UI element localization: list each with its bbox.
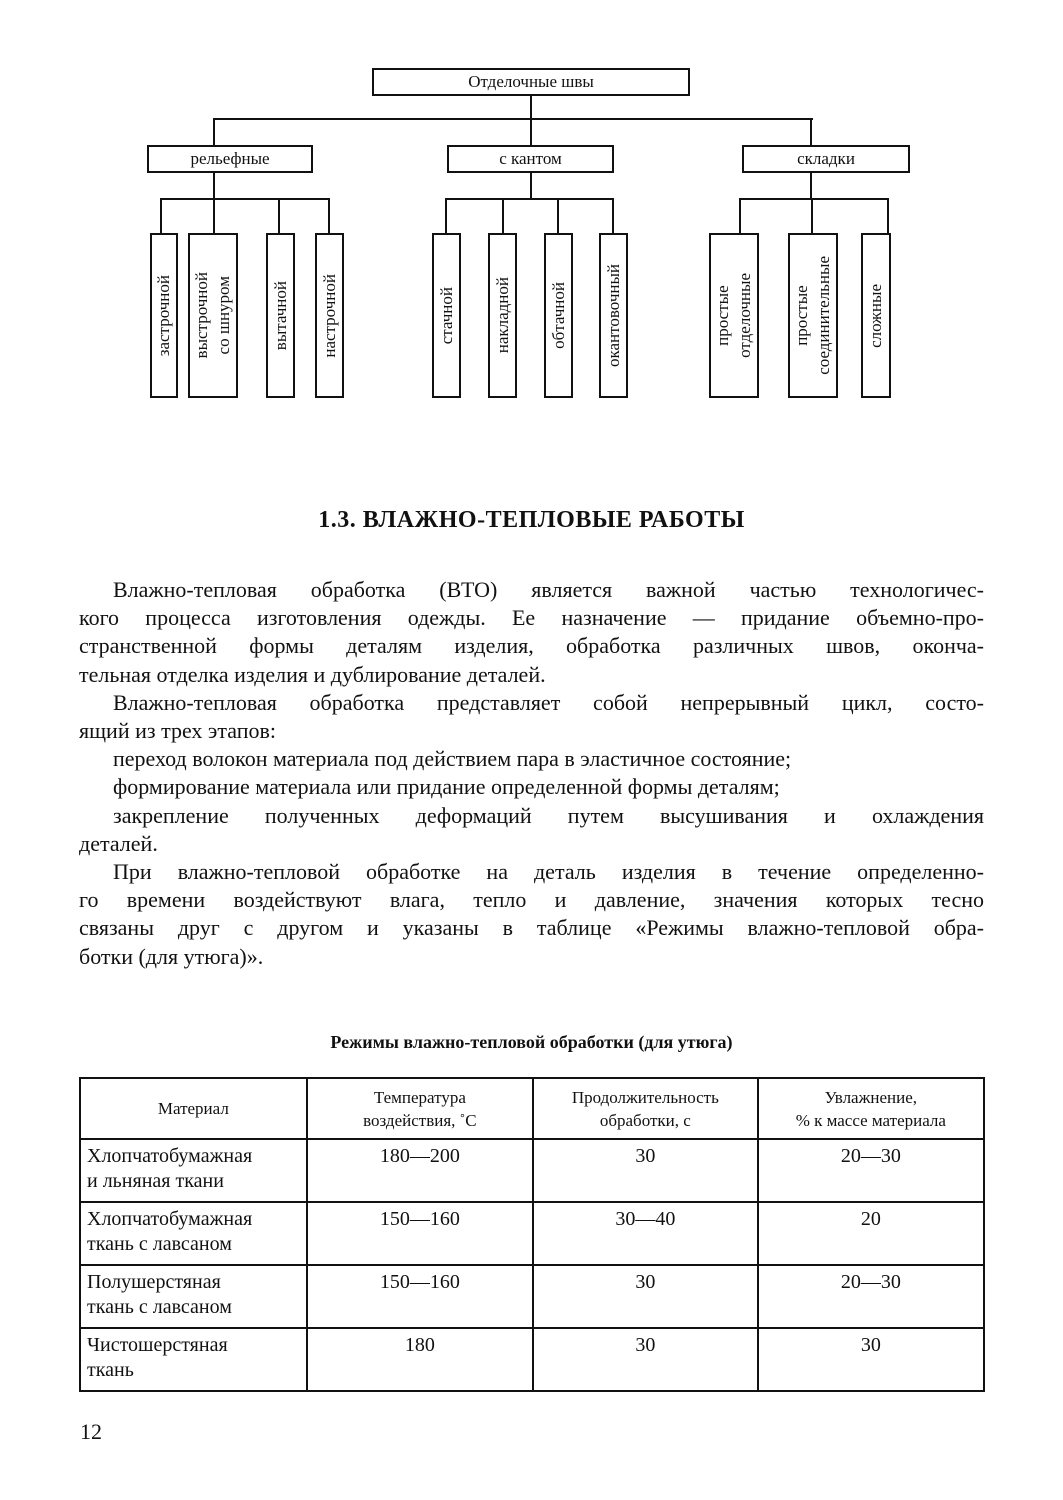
table-row bbox=[80, 1328, 984, 1391]
cell-duration: 30—40 bbox=[533, 1202, 758, 1265]
cell-temperature: 180 bbox=[307, 1328, 533, 1391]
text-line: деталей. bbox=[79, 830, 158, 856]
page-number: 12 bbox=[80, 1419, 102, 1444]
leaf-label: настрочной bbox=[319, 273, 339, 358]
text-line: формирование материала или придание определенной формы деталям; bbox=[113, 774, 780, 800]
leaf-label: соединительные bbox=[814, 256, 833, 375]
connector bbox=[160, 198, 330, 200]
leaf-box bbox=[150, 233, 178, 398]
leaf-box bbox=[861, 233, 891, 398]
text-line: кого процесса изготовления одежды. Ее назначение — придание объемно-про- bbox=[79, 605, 984, 631]
header-moisture: Увлажнение, % к массе материала bbox=[758, 1078, 984, 1139]
section-heading: 1.3. ВЛАЖНО-ТЕПЛОВЫЕ РАБОТЫ bbox=[318, 507, 745, 533]
leaf-label: вытачной bbox=[270, 280, 290, 351]
leaf-label: застрочной bbox=[154, 274, 173, 357]
leaf-label: стачной bbox=[436, 286, 456, 345]
group-label: с кантом bbox=[499, 149, 562, 168]
header-material: Материал bbox=[80, 1078, 307, 1139]
cell-moisture: 30 bbox=[758, 1328, 984, 1391]
header-temperature: Температура воздействия, ˚С bbox=[307, 1078, 533, 1139]
connector bbox=[530, 173, 532, 199]
connector bbox=[739, 198, 889, 200]
header-duration: Продолжительность обработки, с bbox=[533, 1078, 758, 1139]
leaf-label: простые bbox=[713, 285, 732, 346]
leaf-box bbox=[315, 233, 344, 398]
text-line: При влажно-тепловой обработке на деталь изделия в течение определенно- bbox=[113, 859, 984, 884]
connector bbox=[278, 198, 280, 234]
cell-temperature: 180—200 bbox=[307, 1139, 533, 1202]
group-label: складки bbox=[797, 149, 855, 168]
text-line: ящий из трех этапов: bbox=[79, 718, 277, 743]
table-caption: Режимы влажно-тепловой обработки (для утюга) bbox=[330, 1032, 733, 1052]
connector bbox=[502, 198, 504, 234]
connector bbox=[612, 198, 614, 234]
cell-moisture: 20—30 bbox=[758, 1265, 984, 1328]
connector bbox=[160, 198, 162, 234]
connector bbox=[739, 198, 741, 234]
diagram-root-label: Отделочные швы bbox=[468, 72, 594, 91]
leaf-label: простые bbox=[792, 285, 811, 346]
leaf-box bbox=[432, 233, 461, 398]
group-box-piping bbox=[447, 145, 614, 173]
group-box-relief bbox=[147, 145, 313, 173]
text-line: го времени воздействуют влага, тепло и давление, значения которых тесно bbox=[79, 887, 984, 913]
leaf-label: обтачной bbox=[548, 282, 568, 349]
text-line: связаны друг с другом и указаны в таблице «Режимы влажно-тепловой обра- bbox=[79, 915, 984, 941]
table-row bbox=[80, 1265, 984, 1328]
connector bbox=[810, 118, 812, 146]
connector bbox=[887, 198, 889, 234]
cell-duration: 30 bbox=[533, 1328, 758, 1391]
leaf-label: накладной bbox=[492, 277, 512, 354]
cell-material: Полушерстяная ткань с лавсаном bbox=[80, 1265, 307, 1328]
table-header-row bbox=[80, 1078, 984, 1139]
text-line: Влажно-тепловая обработка представляет собой непрерывный цикл, состо- bbox=[113, 689, 984, 715]
connector bbox=[530, 96, 532, 120]
cell-moisture: 20—30 bbox=[758, 1139, 984, 1202]
text-line: ботки (для утюга)». bbox=[79, 943, 264, 969]
connector bbox=[811, 198, 813, 234]
leaf-box bbox=[709, 233, 759, 398]
cell-material: Хлопчатобумажная и льняная ткани bbox=[80, 1139, 307, 1202]
leaf-box bbox=[488, 233, 517, 398]
cell-temperature: 150—160 bbox=[307, 1265, 533, 1328]
leaf-label: окантовочный bbox=[603, 264, 623, 367]
connector bbox=[213, 198, 215, 234]
leaf-box bbox=[188, 233, 238, 398]
leaf-box bbox=[599, 233, 628, 398]
connector bbox=[810, 173, 812, 199]
cell-material: Хлопчатобумажная ткань с лавсаном bbox=[80, 1202, 307, 1265]
leaf-box bbox=[266, 233, 295, 398]
cell-duration: 30 bbox=[533, 1139, 758, 1202]
connector bbox=[213, 173, 215, 199]
cell-temperature: 150—160 bbox=[307, 1202, 533, 1265]
group-box-pleats bbox=[742, 145, 910, 173]
cell-material: Чистошерстяная ткань bbox=[80, 1328, 307, 1391]
connector bbox=[557, 198, 559, 234]
text-line: тельная отделка изделия и дублирование деталей. bbox=[79, 661, 546, 687]
leaf-label: выстрочной bbox=[192, 272, 211, 359]
leaf-box bbox=[544, 233, 573, 398]
ironing-modes-table bbox=[79, 1077, 985, 1392]
connector bbox=[445, 198, 614, 200]
connector bbox=[445, 198, 447, 234]
leaf-box bbox=[788, 233, 838, 398]
leaf-label: сложные bbox=[866, 283, 885, 348]
text-line: переход волокон материала под действием пара в эластичное состояние; bbox=[113, 746, 792, 772]
text-line: закрепление полученных деформаций путем высушивания и охлаждения bbox=[113, 802, 984, 828]
connector bbox=[328, 198, 330, 234]
connector bbox=[530, 118, 532, 146]
cell-moisture: 20 bbox=[758, 1202, 984, 1265]
leaf-label: со шнуром bbox=[214, 276, 233, 355]
text-line: странственной формы деталям изделия, обработка различных швов, оконча- bbox=[79, 633, 984, 659]
connector bbox=[213, 118, 215, 146]
text-line: Влажно-тепловая обработка (ВТО) является важной частью технологичес- bbox=[113, 577, 984, 602]
connector bbox=[213, 118, 813, 120]
table-row bbox=[80, 1139, 984, 1202]
table-row bbox=[80, 1202, 984, 1265]
leaf-label: отделочные bbox=[735, 273, 754, 358]
group-label: рельефные bbox=[190, 149, 270, 168]
diagram-root-box bbox=[372, 68, 690, 96]
cell-duration: 30 bbox=[533, 1265, 758, 1328]
